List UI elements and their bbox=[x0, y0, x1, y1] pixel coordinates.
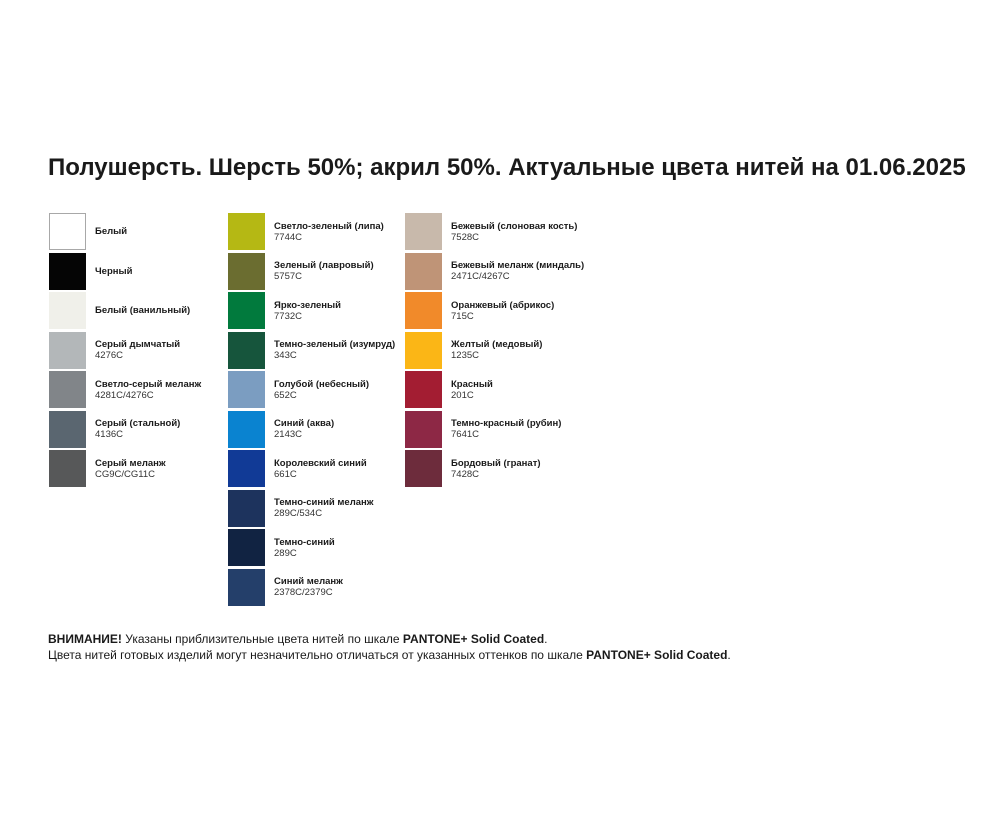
pantone-code: 4276C bbox=[95, 350, 123, 361]
pantone-code: 7744C bbox=[274, 231, 302, 243]
color-name: Серый (стальной) bbox=[95, 418, 181, 429]
color-swatch bbox=[405, 292, 442, 329]
color-name: Серый меланж bbox=[95, 457, 166, 469]
color-name: Оранжевый (абрикос) bbox=[451, 299, 555, 311]
color-swatch bbox=[49, 292, 86, 329]
color-name: Темно-зеленый (изумруд) bbox=[274, 339, 396, 350]
color-name: Светло-зеленый (липа) bbox=[274, 220, 384, 232]
color-swatch bbox=[228, 253, 265, 290]
pantone-code: 7528C bbox=[451, 231, 479, 243]
pantone-code: 7732C bbox=[274, 310, 302, 322]
color-swatch bbox=[228, 292, 265, 329]
pantone-code: 1235C bbox=[451, 350, 479, 361]
color-swatch bbox=[405, 332, 442, 369]
pantone-code: 7641C bbox=[451, 429, 479, 440]
color-name: Черный bbox=[95, 265, 133, 277]
color-name: Темно-красный (рубин) bbox=[451, 418, 562, 429]
pantone-code: 289C bbox=[274, 547, 297, 559]
color-name: Темно-синий bbox=[274, 536, 335, 548]
color-swatch bbox=[49, 213, 86, 250]
color-swatch bbox=[228, 411, 265, 448]
color-name: Бежевый (слоновая кость) bbox=[451, 220, 578, 232]
pantone-code: 4281C/4276C bbox=[95, 389, 154, 401]
pantone-code: 201C bbox=[451, 389, 474, 401]
color-name: Красный bbox=[451, 378, 493, 390]
color-swatch bbox=[228, 371, 265, 408]
color-labels bbox=[274, 490, 444, 527]
pantone-code: 5757C bbox=[274, 271, 302, 282]
color-name: Синий меланж bbox=[274, 576, 343, 587]
color-name: Белый (ванильный) bbox=[95, 305, 191, 316]
color-labels bbox=[274, 529, 444, 566]
color-name: Зеленый (лавровый) bbox=[274, 260, 374, 271]
pantone-code: 7428C bbox=[451, 468, 479, 480]
color-swatch bbox=[49, 332, 86, 369]
color-name: Светло-серый меланж bbox=[95, 378, 202, 390]
color-swatch bbox=[228, 569, 265, 606]
color-labels bbox=[451, 371, 621, 408]
color-swatch bbox=[228, 332, 265, 369]
color-name: Серый дымчатый bbox=[95, 339, 181, 350]
color-name: Синий (аква) bbox=[274, 418, 335, 429]
pantone-code: 2378C/2379C bbox=[274, 587, 333, 598]
notice-warning-label: ВНИМАНИЕ! bbox=[48, 632, 122, 646]
color-name: Бежевый меланж (миндаль) bbox=[451, 260, 585, 271]
color-name: Белый bbox=[95, 226, 128, 237]
pantone-code: 715C bbox=[451, 310, 474, 322]
pantone-code: 2143C bbox=[274, 429, 302, 440]
pantone-code: CG9C/CG11C bbox=[95, 468, 156, 480]
color-swatch bbox=[49, 450, 86, 487]
color-swatch bbox=[228, 450, 265, 487]
color-labels bbox=[451, 292, 621, 329]
pantone-brand: PANTONE+ Solid Coated bbox=[586, 648, 728, 662]
color-labels bbox=[274, 569, 444, 606]
pantone-code: 343C bbox=[274, 350, 297, 361]
color-swatch bbox=[228, 213, 265, 250]
color-swatch bbox=[405, 213, 442, 250]
color-swatch bbox=[49, 253, 86, 290]
notice-line-2: Цвета нитей готовых изделий могут незначительно отличаться от указанных оттенков по шкале PANTONE+ Solid Coated. bbox=[48, 648, 731, 662]
color-name: Королевский синий bbox=[274, 457, 367, 469]
color-swatch bbox=[49, 411, 86, 448]
pantone-code: 289C/534C bbox=[274, 508, 323, 519]
color-swatch bbox=[228, 529, 265, 566]
color-labels bbox=[451, 450, 621, 487]
color-swatch bbox=[405, 411, 442, 448]
color-swatch bbox=[49, 371, 86, 408]
notice-line-1: ВНИМАНИЕ! Указаны приблизительные цвета нитей по шкале PANTONE+ Solid Coated. bbox=[48, 632, 548, 646]
pantone-code: 661C bbox=[274, 468, 297, 480]
color-name: Ярко-зеленый bbox=[274, 299, 341, 311]
color-swatch bbox=[405, 371, 442, 408]
color-labels bbox=[451, 411, 621, 448]
pantone-code: 4136C bbox=[95, 429, 123, 440]
color-labels bbox=[451, 253, 621, 290]
pantone-code: 652C bbox=[274, 389, 297, 401]
pantone-code: 2471C/4267C bbox=[451, 271, 510, 282]
color-labels bbox=[451, 332, 621, 369]
color-swatch bbox=[228, 490, 265, 527]
color-swatch bbox=[405, 253, 442, 290]
pantone-brand: PANTONE+ Solid Coated bbox=[402, 632, 545, 646]
color-name: Бордовый (гранат) bbox=[451, 457, 541, 469]
color-name: Желтый (медовый) bbox=[451, 339, 543, 350]
page-title: Полушерсть. Шерсть 50%; акрил 50%. Актуальные цвета нитей на 01.06.2025 bbox=[48, 154, 966, 181]
notice bbox=[48, 631, 988, 663]
color-name: Темно-синий меланж bbox=[274, 497, 374, 508]
color-name: Голубой (небесный) bbox=[274, 378, 370, 390]
color-swatch bbox=[405, 450, 442, 487]
color-labels bbox=[451, 213, 621, 250]
